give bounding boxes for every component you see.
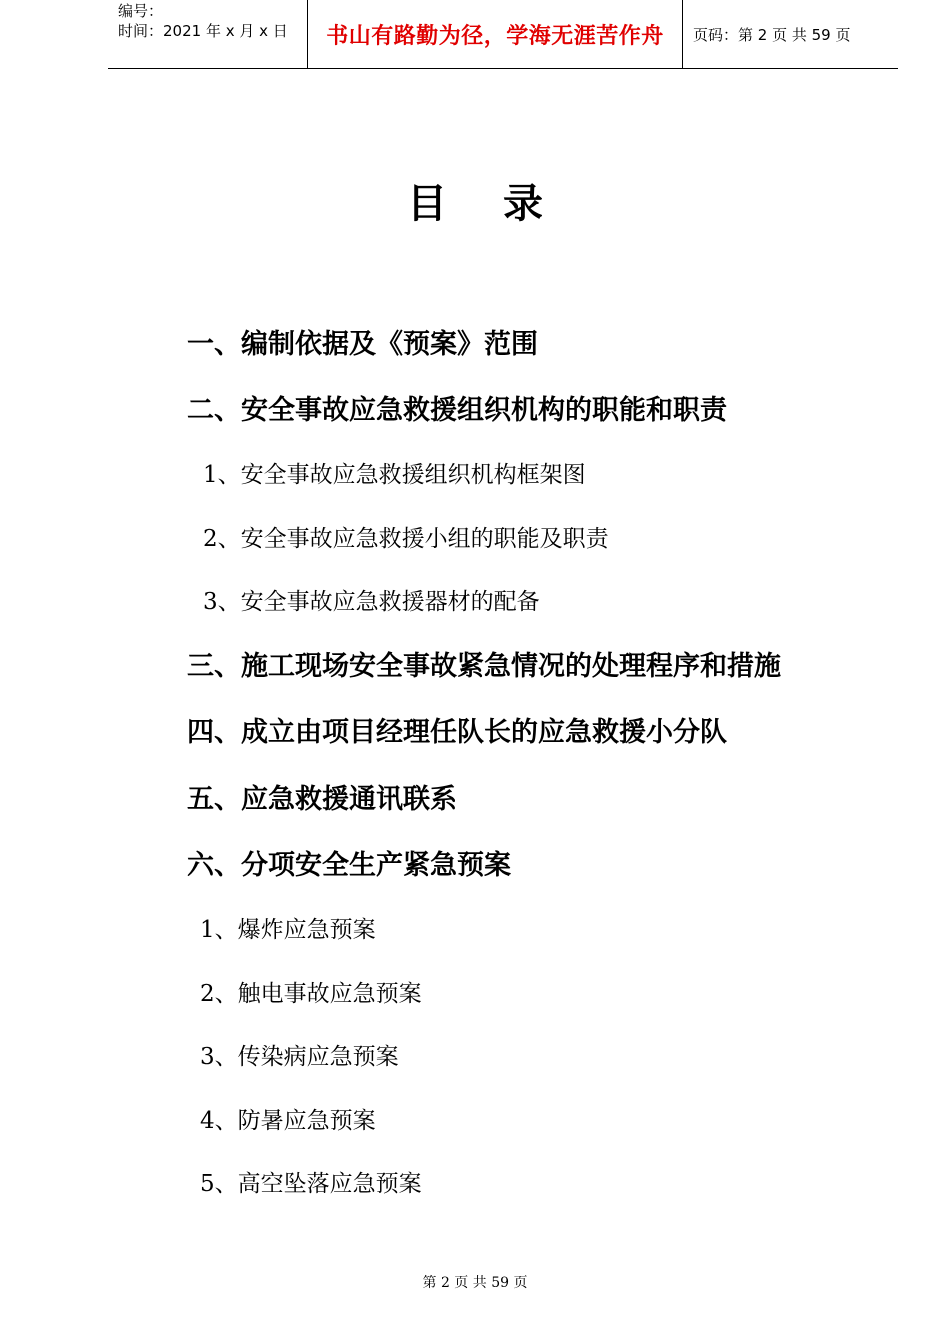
toc-subitem[interactable]: 5、高空坠落应急预案 bbox=[200, 1171, 422, 1197]
toc-subitem[interactable]: 2、触电事故应急预案 bbox=[200, 981, 422, 1007]
toc-item[interactable]: 五、应急救援通讯联系 bbox=[187, 784, 457, 815]
toc-subitem[interactable]: 2、安全事故应急救援小组的职能及职责 bbox=[203, 526, 609, 552]
toc-item[interactable]: 二、安全事故应急救援组织机构的职能和职责 bbox=[187, 395, 727, 426]
toc-subitem[interactable]: 3、安全事故应急救援器材的配备 bbox=[203, 589, 540, 615]
toc-title: 目录 bbox=[407, 181, 599, 227]
toc-subitem[interactable]: 4、防暑应急预案 bbox=[200, 1108, 376, 1134]
toc-item[interactable]: 一、编制依据及《预案》范围 bbox=[187, 329, 538, 360]
page-header bbox=[108, 0, 898, 69]
time-label: 时间：2021 年 x 月 x 日 bbox=[118, 22, 288, 40]
toc-subitem[interactable]: 1、安全事故应急救援组织机构框架图 bbox=[203, 462, 586, 488]
toc-item[interactable]: 六、分项安全生产紧急预案 bbox=[187, 850, 511, 881]
header-motto: 书山有路勤为径，学海无涯苦作舟 bbox=[308, 0, 683, 68]
header-meta bbox=[108, 0, 308, 68]
toc-item[interactable]: 四、成立由项目经理任队长的应急救援小分队 bbox=[187, 717, 727, 748]
toc-item[interactable]: 三、施工现场安全事故紧急情况的处理程序和措施 bbox=[187, 651, 781, 682]
header-page-info: 页码：第 2 页 共 59 页 bbox=[693, 25, 851, 44]
toc-subitem[interactable]: 1、爆炸应急预案 bbox=[200, 917, 376, 943]
serial-label: 编号： bbox=[118, 2, 164, 20]
toc-subitem[interactable]: 3、传染病应急预案 bbox=[200, 1044, 399, 1070]
page-footer: 第 2 页 共 59 页 bbox=[422, 1275, 528, 1291]
